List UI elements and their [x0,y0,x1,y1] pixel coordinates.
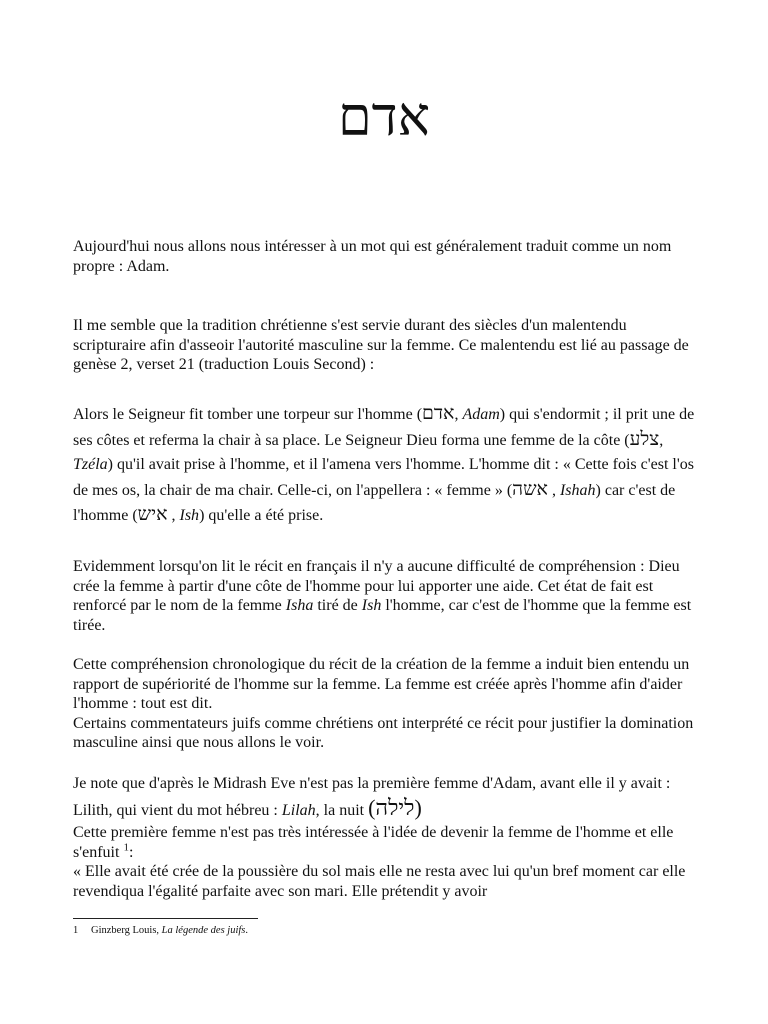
paragraph-text: : [128,843,134,861]
hebrew-word-isha: אשה [512,478,548,500]
quote-text: , [454,406,463,423]
italic-isha: Isha [285,597,314,614]
paragraph-text: « Elle avait été crée de la poussière du sol mais elle ne resta avec lui qu'un bref moment car elle revendiqua l'égalité parfaite avec son mari. Elle prétendit y avoir [73,863,686,900]
quote-text: ) qui s'endormit ; il prit une de ses côtes et referma la chair à sa place. Le Seigneur Dieu forma une femme de la côte ( [73,406,695,449]
italic-ish: Ish [361,597,382,614]
paragraph-text: Cette première femme n'est pas très intéressée à l'idée de devenir la femme de l'homme et elle s'enfuit [73,824,674,861]
footnote-divider [73,918,258,919]
paragraph-text: Aujourd'hui nous allons nous intéresser à un mot qui est généralement traduit comme un nom propre : Adam. [73,238,672,275]
quote-text: , [659,431,664,449]
italic-adam: Adam [462,406,500,423]
footnote-number: 1 [73,925,79,936]
quote-text: ) car c'est de l'homme ( [73,481,676,524]
paragraph-text: l'homme, car c'est de l'homme que la femme est tirée. [73,597,692,634]
quote-text: Alors le Seigneur fit tomber une torpeur sur l'homme ( [73,406,423,423]
footnote-author: Ginzberg Louis, [91,925,162,936]
footnote-reference[interactable]: 1 [123,841,129,854]
paragraph-text: Evidemment lorsqu'on lit le récit en français il n'y a aucune difficulté de compréhension : Dieu crée la femme à partir d'une côte de l'homme pour lui apporter une aide. Cet état de fait est renforcé par le nom de la femme [73,558,680,614]
footnote-text: . [245,925,248,936]
paragraph-text: Certains commentateurs juifs comme chrétiens ont interprété ce récit pour justifier la domination masculine ainsi que nous allons le voir. [73,714,694,751]
paragraph-text: Cette compréhension chronologique du récit de la création de la femme a induit bien entendu un rapport de supériorité de l'homme sur la femme. La femme est créée après l'homme afin d'aider l'homme : tout est dit. [73,656,690,712]
italic-ishah: Ishah [559,481,596,499]
hebrew-word-adam: אדם [422,403,455,424]
footnote [73,924,248,938]
paragraph-tradition [73,316,698,375]
italic-ish: Ish [179,507,200,524]
paragraph-chronology [73,655,698,753]
italic-lilah: Lilah [281,802,316,819]
hebrew-word-tzela: צלע [629,428,660,450]
paragraph-text: Il me semble que la tradition chrétienne s'est servie durant des siècles d'un malentendu scripturaire afin d'asseoir l'autorité masculine sur la femme. Ce malentendu est lié au passage de genèse 2, verset 21 (traduction Louis Second) : [73,317,689,373]
quote-text: ) qu'elle a été prise. [199,507,324,524]
hebrew-title: אדם [337,87,431,147]
quote-text: ) qu'il avait prise à l'homme, et il l'amena vers l'homme. L'homme dit : « Cette fois c'est l'os de mes os, la chair de ma chair. Celle-ci, on l'appellera : « femme » ( [73,456,694,499]
paragraph-text: tiré de [313,597,362,614]
hebrew-word-ish: איש [137,504,168,525]
paragraph-genesis-quote [73,402,698,529]
paragraph-intro [73,237,698,276]
paragraph-text: Je note que d'après le Midrash Eve n'est pas la première femme d'Adam, avant elle il y avait : Lilith, qui vient du mot hébreu : [73,775,671,819]
paragraph-text: , la nuit [315,802,369,819]
footnote-title: La légende des juifs [161,925,246,936]
quote-text: , [547,481,560,499]
quote-text: , [167,507,180,524]
paragraph-comprehension [73,557,698,635]
italic-tzela: Tzéla [73,456,108,473]
paragraph-lilith [73,772,698,901]
hebrew-word-lilah: (לילה) [368,795,422,820]
